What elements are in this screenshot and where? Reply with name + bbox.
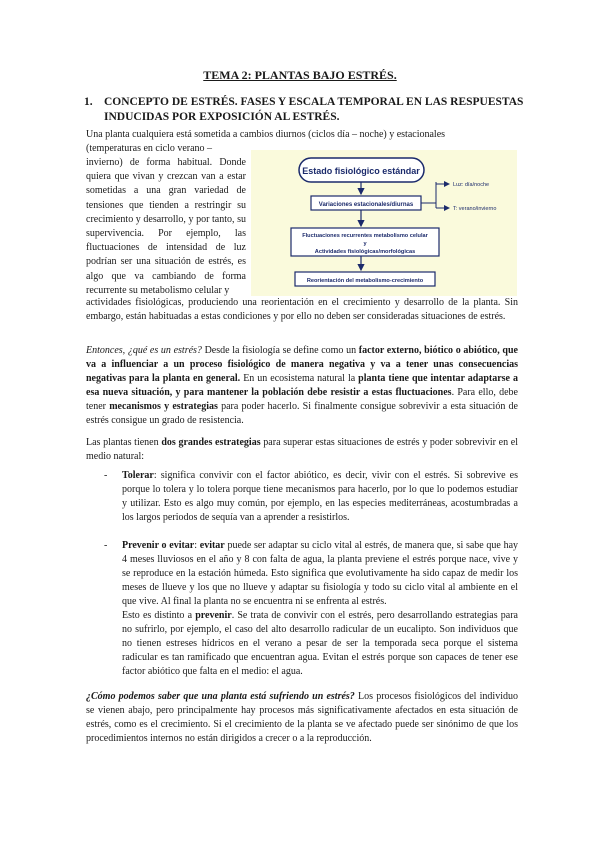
label-t: T: verano/invierno xyxy=(453,206,497,212)
stress-diagram xyxy=(251,150,517,296)
intro-line-1: Una planta cualquiera está sometida a cambios diurnos (ciclos día – noche) y estacionales xyxy=(86,129,446,140)
section-heading xyxy=(84,95,524,125)
strat-text-2: para superar estas situaciones de estrés y poder sobrevivir en el medio natural: xyxy=(86,437,519,462)
intro-after-text: actividades fisiológicas, produciendo una reorientación en el crecimiento y desarrollo de la planta. Sin embargo, están habituadas a estas condiciones y por ello no deben ser consideradas situaciones de estrés. xyxy=(86,297,518,322)
def-text-1: Desde la fisiología se define como un xyxy=(201,345,359,356)
top-state-label: Estado fisiológico estándar xyxy=(302,166,420,176)
prevent2-text-2: . Se trata de convivir con el estrés, pero desarrollando estrategias para no sufrirlo, por ejemplo, el caso del alto desarrollo radicular de un eucalipto. Son individuos que no tienen estreses hídricos en el verano a pesar de ser la temporada seca porque el sistema radicular es tan ramificado que encuentran agua. Evitan el estrés porque son capaces de tener ese factor abiótico que falta en el medio: el agua. xyxy=(122,610,518,677)
tolerate-term: Tolerar xyxy=(122,470,154,481)
avoid-term: evitar xyxy=(199,540,225,551)
prevent-term: Prevenir o evitar xyxy=(122,540,195,551)
fluctuations-label-1: Fluctuaciones recurrentes metabolismo celular xyxy=(302,233,428,239)
section-number: 1. xyxy=(84,96,93,108)
fluctuations-label-3: Actividades fisiológicas/morfológicas xyxy=(314,249,416,255)
strat-text-1: Las plantas tienen xyxy=(86,437,162,448)
strat-bold: dos grandes estrategias xyxy=(161,437,261,448)
prevent-colon: : xyxy=(194,540,200,551)
bullet-dash-2: - xyxy=(104,540,108,551)
tolerate-text: : significa convivir con el factor abiótico, es decir, vivir con el estrés. Si sobrevive es porque lo tolera y lo tolera porque tiene mecanismos para hacerlo, por lo que lo podemos estudiar y utilizar. Esto es algo muy común, por ejemplo, en las especies mediterráneas, acostumbradas a los largos periodos de sequía van a aprender a resistirlos. xyxy=(122,470,518,523)
tolerate-bullet xyxy=(122,469,518,525)
final-paragraph xyxy=(86,690,518,746)
def-bold-2: planta tiene que intentar adaptarse a esa nueva situación, y para mantener la población debe resistir a estas fluctuaciones xyxy=(86,373,519,398)
prevent2-text-1: Esto es distinto a xyxy=(122,610,196,621)
variations-label: Variaciones estacionales/diurnas xyxy=(318,202,414,208)
intro-wrap-text: invierno) de forma habitual. Donde quiera que vivan y crezcan van a estar sometidas a una gran variedad de tensiones que tienden a restringir su crecimiento y desarrollo, y por tanto, su supervivencia. Por ejemplo, las fluctuaciones de intensidad de luz podrían ser una situación de estrés, es algo que va cambiando de forma recurrente su metabolismo celular y xyxy=(86,157,246,296)
prevent-text: puede ser adaptar su ciclo vital al estrés, de manera que, si sabe que hay 4 meses lluviosos en el año y 8 con falta de agua, la planta previene el estrés porque nace, vive y se reproduce en la estación húmeda. Esto significa que evolutivamente ha sido capaz de medir los meses de llueve y los que no llueve y adaptar su fisiología y todo su ciclo vital al ambiente en el que vive. Al final la planta no se encuentra ni se enfrenta al estrés. xyxy=(122,540,519,607)
def-bold-3: mecanismos y estrategias xyxy=(109,401,218,412)
def-text-4: para poder hacerlo. Si finalmente consigue sobrevivir a esta situación de estrés consigue un grado de resistencia. xyxy=(86,401,518,426)
final-text: Los procesos fisiológicos del individuo se vienen abajo, pero principalmente hay procesos más significativamente afectados en esta situación de estrés, como es el crecimiento. Si el crecimiento de la planta se ve afectado puede ser sinónimo de que los procedimientos internos no están dirigidos a crecer o a la reproducción. xyxy=(86,691,518,744)
document-title: TEMA 2: PLANTAS BAJO ESTRÉS. xyxy=(203,68,397,82)
def-bold-1: factor externo, biótico o abiótico, que va a influenciar a un proceso fisiológico de manera negativa y va a tener unas consecuencias negativas para la planta en general. xyxy=(86,345,518,384)
prevent-bullet xyxy=(122,539,518,609)
strategies-paragraph xyxy=(86,436,518,464)
final-question: ¿Cómo podemos saber que una planta está sufriendo un estrés? xyxy=(86,691,355,702)
prevent2-term: prevenir xyxy=(195,610,232,621)
def-text-2: En un ecosistema natural la xyxy=(240,373,359,384)
stress-diagram-svg xyxy=(251,150,517,296)
bullet-dash-1: - xyxy=(104,470,108,481)
section-heading-text: CONCEPTO DE ESTRÉS. FASES Y ESCALA TEMPORAL EN LAS RESPUESTAS INDUCIDAS POR EXPOSICIÓN AL ESTRÉS. xyxy=(104,96,524,123)
intro-line-2: (temperaturas en ciclo verano – xyxy=(86,143,213,154)
def-text-3: . Para ello, debe tener xyxy=(86,387,518,412)
def-question: Entonces, ¿qué es un estrés? xyxy=(86,345,202,356)
definition-paragraph xyxy=(86,344,518,428)
fluctuations-label-2: y xyxy=(363,241,367,247)
reorientation-label: Reorientación del metabolismo-crecimiento xyxy=(306,278,424,284)
label-luz: Luz: día/noche xyxy=(453,182,490,188)
prevent-bullet-2 xyxy=(122,609,518,679)
